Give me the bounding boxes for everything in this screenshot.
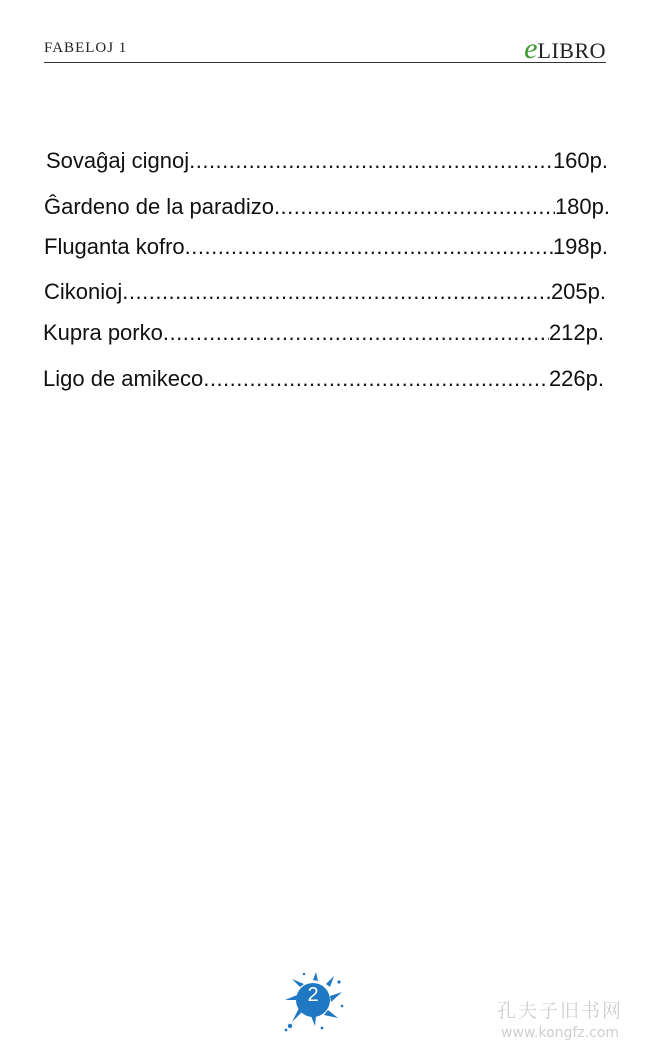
page-header	[44, 32, 606, 63]
toc-dot-leader	[185, 234, 553, 260]
toc-dot-leader	[189, 148, 553, 174]
toc-entry-page: 160p.	[552, 148, 608, 173]
brand-logo	[524, 32, 606, 66]
toc-dot-leader	[122, 279, 551, 305]
toc-entry-page: 212p.	[548, 320, 604, 345]
toc-entry-title: Ĝardeno de la paradizo	[44, 194, 274, 219]
toc-entry-page: 205p.	[550, 279, 606, 304]
toc-entry	[44, 234, 608, 264]
toc-entry-title: Kupra porko	[43, 320, 163, 345]
toc-dot-leader	[163, 320, 549, 346]
toc-entry	[46, 148, 608, 178]
toc-entry	[43, 320, 604, 350]
toc-entry-page: 180p.	[554, 194, 610, 219]
toc-entry-title: Ligo de amikeco	[43, 366, 204, 391]
watermark	[480, 996, 640, 1041]
toc-entry-title: Sovaĝaj cignoj	[46, 148, 190, 173]
toc-entry-page: 226p.	[548, 366, 604, 391]
toc-entry	[44, 194, 610, 224]
toc-entry	[43, 366, 604, 396]
toc-dot-leader	[203, 366, 549, 392]
brand-logo-word: LIBRO	[537, 38, 606, 63]
watermark-url: www.kongfz.com	[500, 1025, 620, 1041]
watermark-text: 孔夫子旧书网	[496, 1000, 623, 1022]
running-head-title: FABELOJ 1	[44, 40, 128, 56]
page-number-badge	[282, 970, 346, 1032]
toc-dot-leader	[274, 194, 555, 220]
toc-entry-title: Cikonioj	[44, 279, 123, 304]
page-number: 2	[307, 984, 319, 1006]
toc-entry-title: Fluganta kofro	[44, 234, 185, 259]
toc-entry-page: 198p.	[552, 234, 608, 259]
toc-entry	[44, 279, 606, 309]
brand-logo-prefix: e	[524, 32, 538, 65]
